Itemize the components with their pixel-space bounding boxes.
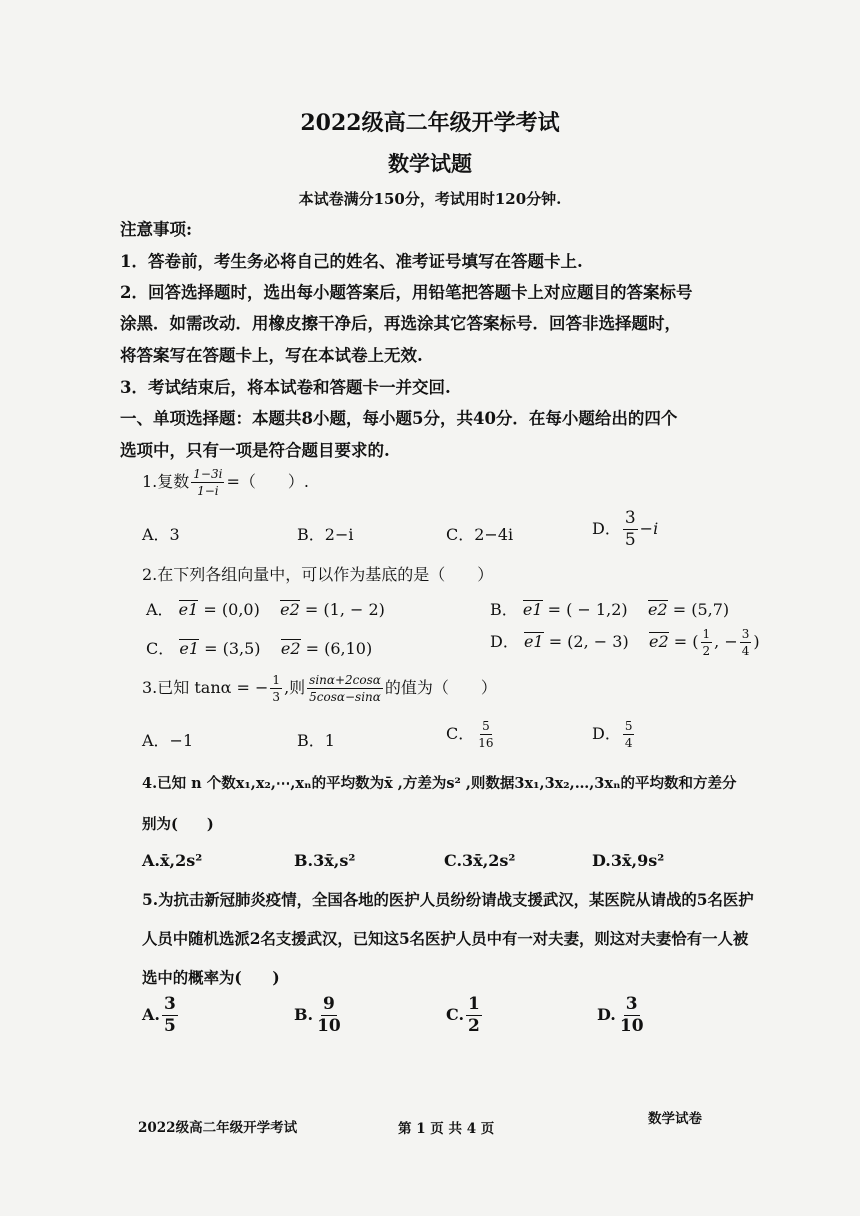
note-item-2: 2．回答选择题时，选出每小题答案后，用铅笔把答题卡上对应题目的答案标号	[120, 283, 693, 302]
q4-option-d: D.3x̄,9s²	[592, 851, 665, 870]
vector-e1: e1	[522, 600, 543, 619]
footer-exam-name: 2022级高二年级开学考试	[138, 1120, 298, 1136]
q2-option-c: C． e1 = (3,5) e2 = (6,10)	[146, 639, 373, 658]
q1-d-fraction: $\frac{3}{5}$	[624, 508, 636, 550]
section-heading: 一、单项选择题：本题共8小题，每小题5分，共40分．在每小题给出的四个	[120, 409, 678, 428]
vector-e1: e1	[178, 600, 199, 619]
question-4-cont: 别为( )	[142, 816, 214, 833]
q2-option-a: A． e1 = (0,0) e2 = (1, − 2)	[146, 600, 385, 619]
q2-option-b: B． e1 = ( − 1,2) e2 = (5,7)	[490, 600, 730, 619]
q4-option-b: B.3x̄,s²	[294, 851, 356, 870]
note-item-3: 3．考试结束后，将本试卷和答题卡一并交回.	[120, 378, 451, 397]
vector-e2: e2	[649, 632, 669, 651]
score-info: 本试卷满分150分，考试用时120分钟.	[298, 190, 562, 208]
q3-option-c: C． $\frac{5}{16}$	[446, 719, 494, 750]
footer-page-number: 第 1 页 共 4 页	[398, 1121, 495, 1137]
question-1	[142, 468, 309, 497]
question-5: 5.为抗击新冠肺炎疫情，全国各地的医护人员纷纷请战支援武汉，某医院从请战的5名医护	[142, 891, 754, 909]
q3-option-d: D． $\frac{5}{4}$	[592, 719, 633, 750]
q3-option-b: B．1	[297, 731, 335, 750]
vector-e2: e2	[647, 600, 668, 619]
question-5-end: 选中的概率为( )	[142, 969, 280, 987]
q4-option-a: A.x̄,2s²	[142, 851, 203, 870]
q5-option-b: B. $\frac{9}{10}$	[294, 994, 341, 1036]
q1-option-d: D． $\frac{3}{5}$ −i	[592, 508, 659, 550]
vector-e1: e1	[523, 632, 544, 651]
vector-e1: e1	[179, 639, 199, 658]
exam-subject: 数学试题	[388, 151, 472, 176]
q5-option-c: C. $\frac{1}{2}$	[446, 994, 480, 1036]
q1-option-c: C．2−4i	[446, 525, 514, 544]
q5-option-d: D. $\frac{3}{10}$	[597, 994, 644, 1036]
note-item-2-end: 将答案写在答题卡上，写在本试卷上无效.	[120, 346, 423, 365]
question-2: 2.在下列各组向量中，可以作为基底的是（ ）	[142, 565, 494, 584]
q1-prefix: 1.复数	[142, 472, 190, 491]
question-5-cont: 人员中随机选派2名支援武汉，已知这5名医护人员中有一对夫妻，则这对夫妻恰有一人被	[142, 930, 749, 948]
vector-e2: e2	[280, 639, 301, 658]
notes-heading: 注意事项:	[120, 220, 193, 239]
footer-subject: 数学试卷	[648, 1111, 702, 1127]
section-heading-cont: 选项中，只有一项是符合题目要求的.	[120, 441, 390, 460]
q3-option-a: A．−1	[142, 731, 194, 750]
note-item-1: 1．答卷前，考生务必将自己的姓名、准考证号填写在答题卡上.	[120, 252, 583, 271]
q1-option-a: A．3	[142, 525, 180, 544]
vector-e2: e2	[280, 600, 300, 619]
question-3: 3.已知 tanα = − $\frac{1}{3}$ ,则 $\frac{\sin\alpha+2\cos\alpha}{5\cos\alpha-\sin\alpha}$ 的值为（ ）	[142, 673, 497, 704]
q1-suffix: =（ ）.	[226, 472, 309, 491]
q1-fraction: $\frac{1-3i}{1-i}$	[193, 467, 223, 498]
q2-option-d: D． e1 = (2, − 3) e2 = ( $\frac{1}{2}$ , − $\frac{3}{4}$ )	[490, 627, 760, 658]
note-item-2-cont: 涂黑．如需改动．用橡皮擦干净后，再选涂其它答案标号．回答非选择题时，	[120, 314, 681, 333]
q1-option-b: B．2−i	[297, 525, 354, 544]
exam-title: 2022级高二年级开学考试	[300, 110, 560, 136]
q5-option-a: A. $\frac{3}{5}$	[142, 994, 176, 1036]
question-4: 4.已知 n 个数x₁,x₂,⋯,xₙ的平均数为x̄ ,方差为s² ,则数据3x₁,3x₂,…,3xₙ的平均数和方差分	[142, 775, 737, 792]
q4-option-c: C.3x̄,2s²	[444, 851, 516, 870]
